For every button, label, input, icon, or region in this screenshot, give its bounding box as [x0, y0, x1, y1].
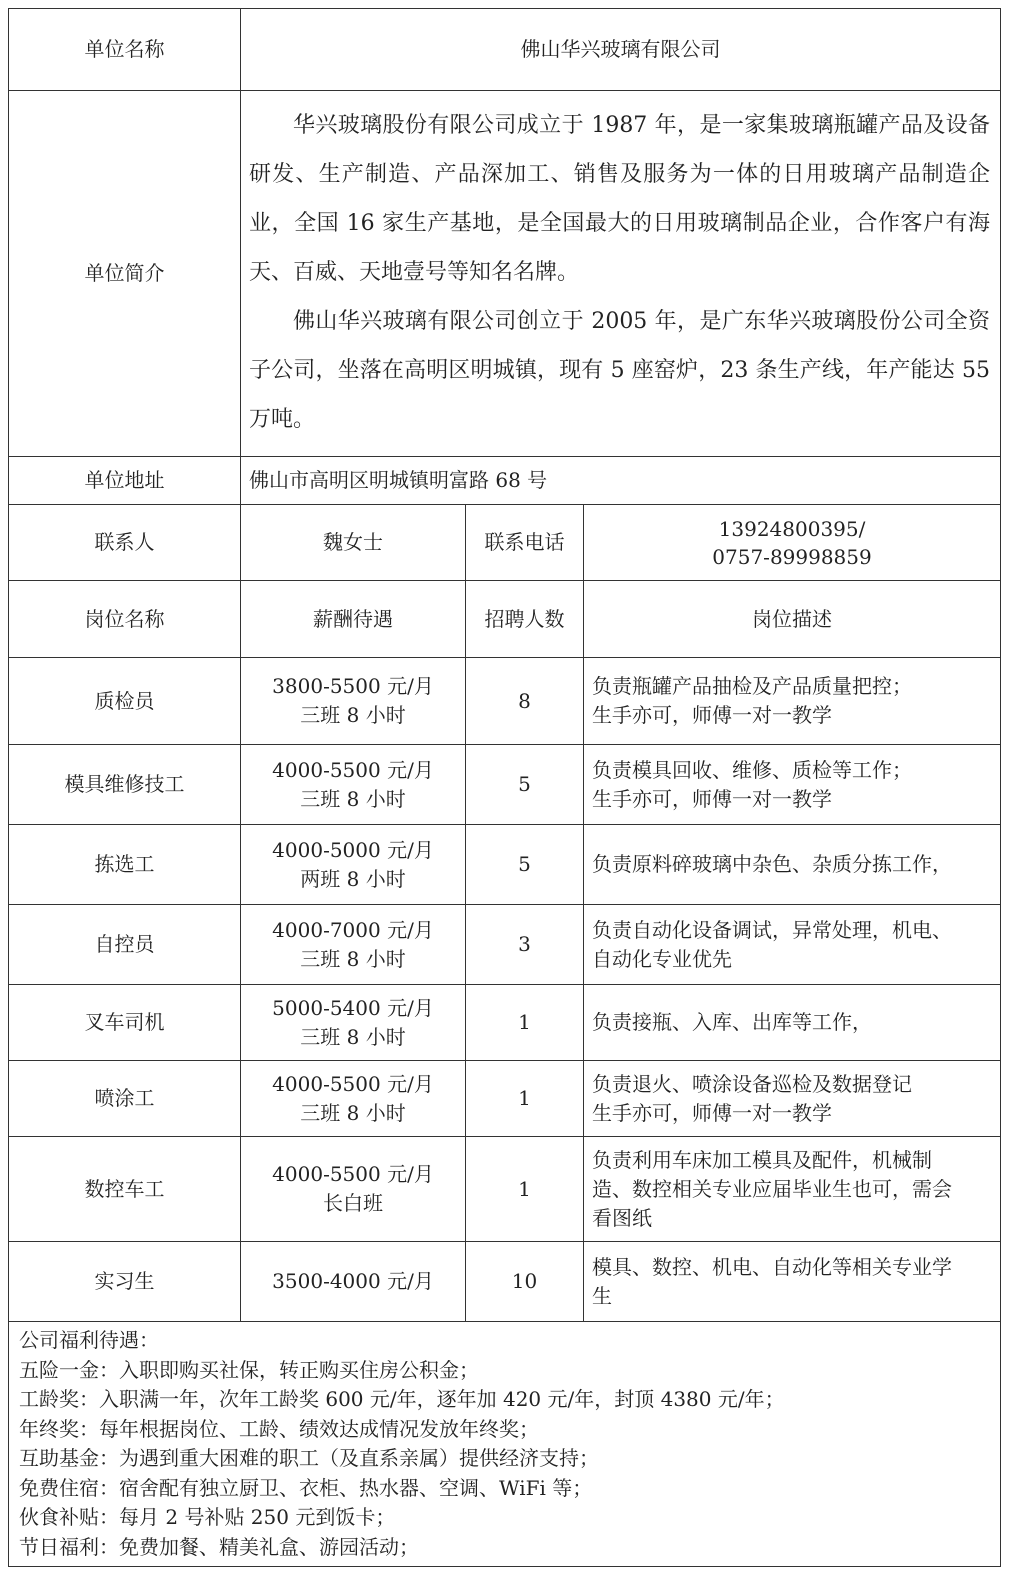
shift-line: 两班 8 小时: [300, 866, 406, 891]
salary-line: 4000-5000 元/月: [272, 837, 434, 862]
header-description: 岗位描述: [584, 581, 1001, 658]
position-name: 喷涂工: [9, 1061, 241, 1137]
position-count: 1: [466, 985, 584, 1061]
table-row: [9, 658, 1001, 745]
description-line: 生手亦可，师傅一对一教学: [592, 1100, 832, 1125]
phone-label: 联系电话: [466, 505, 584, 581]
shift-line: 长白班: [323, 1191, 383, 1215]
shift-line: 三班 8 小时: [300, 1024, 406, 1049]
company-name: 佛山华兴玻璃有限公司: [241, 9, 1001, 91]
contact-row: [9, 505, 1001, 581]
welfare-item: 五险一金：入职即购买社保，转正购买住房公积金；: [19, 1357, 479, 1382]
description-line: 负责利用车床加工模具及配件，机械制: [592, 1147, 932, 1172]
contact-phone: [584, 505, 1001, 581]
position-salary: [241, 825, 466, 905]
description-line: 造、数控相关专业应届毕业生也可，需会: [592, 1176, 952, 1201]
position-description: [584, 1137, 1001, 1242]
shift-line: 三班 8 小时: [300, 1100, 406, 1125]
company-address-row: [9, 457, 1001, 505]
header-position: 岗位名称: [9, 581, 241, 658]
position-description: [584, 905, 1001, 985]
table-row: [9, 1137, 1001, 1242]
description-line: 生手亦可，师傅一对一教学: [592, 703, 832, 727]
welfare-item: 免费住宿：宿舍配有独立厨卫、衣柜、热水器、空调、WiFi 等；: [19, 1475, 593, 1500]
position-description: [584, 658, 1001, 745]
phone-mobile: 13924800395/: [718, 516, 866, 541]
welfare-item: 年终奖：每年根据岗位、工龄、绩效达成情况发放年终奖；: [19, 1416, 539, 1441]
position-description: [584, 1061, 1001, 1137]
description-line: 生手亦可，师傅一对一教学: [592, 786, 832, 811]
position-name: 自控员: [9, 905, 241, 985]
table-row: [9, 825, 1001, 905]
welfare-title: 公司福利待遇：: [19, 1328, 159, 1352]
shift-line: 三班 8 小时: [300, 786, 406, 811]
shift-line: 三班 8 小时: [300, 946, 406, 971]
header-row: [9, 581, 1001, 658]
position-salary: [241, 1137, 466, 1242]
table-row: [9, 985, 1001, 1061]
table-row: [9, 1061, 1001, 1137]
welfare-item: 伙食补贴：每月 2 号补贴 250 元到饭卡；: [19, 1505, 396, 1529]
salary-line: 4000-5500 元/月: [272, 1162, 434, 1186]
position-salary: [241, 745, 466, 825]
position-count: 5: [466, 745, 584, 825]
description-line: 负责模具回收、维修、质检等工作；: [592, 757, 912, 782]
header-salary: 薪酬待遇: [241, 581, 466, 658]
salary-line: 5000-5400 元/月: [272, 995, 434, 1020]
position-description: [584, 745, 1001, 825]
description-line: 生: [592, 1283, 612, 1308]
position-description: [584, 985, 1001, 1061]
position-salary: [241, 1061, 466, 1137]
salary-line: 3500-4000 元/月: [272, 1269, 434, 1293]
position-description: [584, 825, 1001, 905]
position-count: 1: [466, 1061, 584, 1137]
welfare-item: 节日福利：免费加餐、精美礼盒、游园活动；: [19, 1534, 419, 1559]
position-name: 实习生: [9, 1242, 241, 1322]
salary-line: 4000-5500 元/月: [272, 1071, 434, 1096]
phone-landline: 0757-89998859: [712, 544, 872, 569]
table-row: [9, 745, 1001, 825]
position-salary: [241, 1242, 466, 1322]
description-line: 自动化专业优先: [592, 946, 732, 971]
company-address: 佛山市高明区明城镇明富路 68 号: [241, 457, 1001, 505]
position-count: 1: [466, 1137, 584, 1242]
position-description: [584, 1242, 1001, 1322]
welfare-item: 互助基金：为遇到重大困难的职工（及直系亲属）提供经济支持；: [19, 1446, 599, 1470]
position-salary: [241, 658, 466, 745]
welfare-item: 工龄奖：入职满一年，次年工龄奖 600 元/年，逐年加 420 元/年，封顶 4380 元/年；: [19, 1387, 785, 1411]
description-line: 负责瓶罐产品抽检及产品质量把控；: [592, 674, 912, 698]
company-name-row: [9, 9, 1001, 91]
salary-line: 4000-7000 元/月: [272, 917, 434, 942]
welfare-section: [9, 1322, 1001, 1567]
salary-line: 3800-5500 元/月: [272, 674, 434, 698]
table-row: [9, 1242, 1001, 1322]
company-intro-row: [9, 91, 1001, 457]
intro-paragraph-1: 华兴玻璃股份有限公司成立于 1987 年，是一家集玻璃瓶罐产品及设备研发、生产制造、产品深加工、销售及服务为一体的日用玻璃产品制造企业，全国 16 家生产基地，是全国最大的日用玻璃制品企业，合作客户有海天、百威、天地壹号等知名名牌。: [249, 113, 991, 285]
description-line: 看图纸: [592, 1205, 652, 1230]
description-line: 负责原料碎玻璃中杂色、杂质分拣工作，: [592, 852, 952, 876]
company-intro-label: 单位简介: [9, 91, 241, 457]
position-count: 5: [466, 825, 584, 905]
position-count: 10: [466, 1242, 584, 1322]
position-salary: [241, 905, 466, 985]
position-name: 叉车司机: [9, 985, 241, 1061]
header-count: 招聘人数: [466, 581, 584, 658]
position-count: 8: [466, 658, 584, 745]
contact-label: 联系人: [9, 505, 241, 581]
company-intro: [241, 91, 1001, 457]
company-name-label: 单位名称: [9, 9, 241, 91]
company-address-label: 单位地址: [9, 457, 241, 505]
position-name: 模具维修技工: [9, 745, 241, 825]
position-count: 3: [466, 905, 584, 985]
description-line: 负责接瓶、入库、出库等工作，: [592, 1010, 872, 1034]
salary-line: 4000-5500 元/月: [272, 757, 434, 782]
description-line: 负责退火、喷涂设备巡检及数据登记: [592, 1071, 912, 1096]
position-name: 质检员: [9, 658, 241, 745]
position-name: 数控车工: [9, 1137, 241, 1242]
recruitment-table: [8, 8, 1001, 1567]
shift-line: 三班 8 小时: [300, 703, 406, 727]
welfare-row: [9, 1322, 1001, 1567]
intro-paragraph-2: 佛山华兴玻璃有限公司创立于 2005 年，是广东华兴玻璃股份公司全资子公司，坐落在高明区明城镇，现有 5 座窑炉，23 条生产线，年产能达 55 万吨。: [249, 309, 991, 432]
position-salary: [241, 985, 466, 1061]
table-row: [9, 905, 1001, 985]
position-name: 拣选工: [9, 825, 241, 905]
description-line: 模具、数控、机电、自动化等相关专业学: [592, 1254, 952, 1279]
contact-person: 魏女士: [241, 505, 466, 581]
description-line: 负责自动化设备调试，异常处理，机电、: [592, 917, 952, 942]
